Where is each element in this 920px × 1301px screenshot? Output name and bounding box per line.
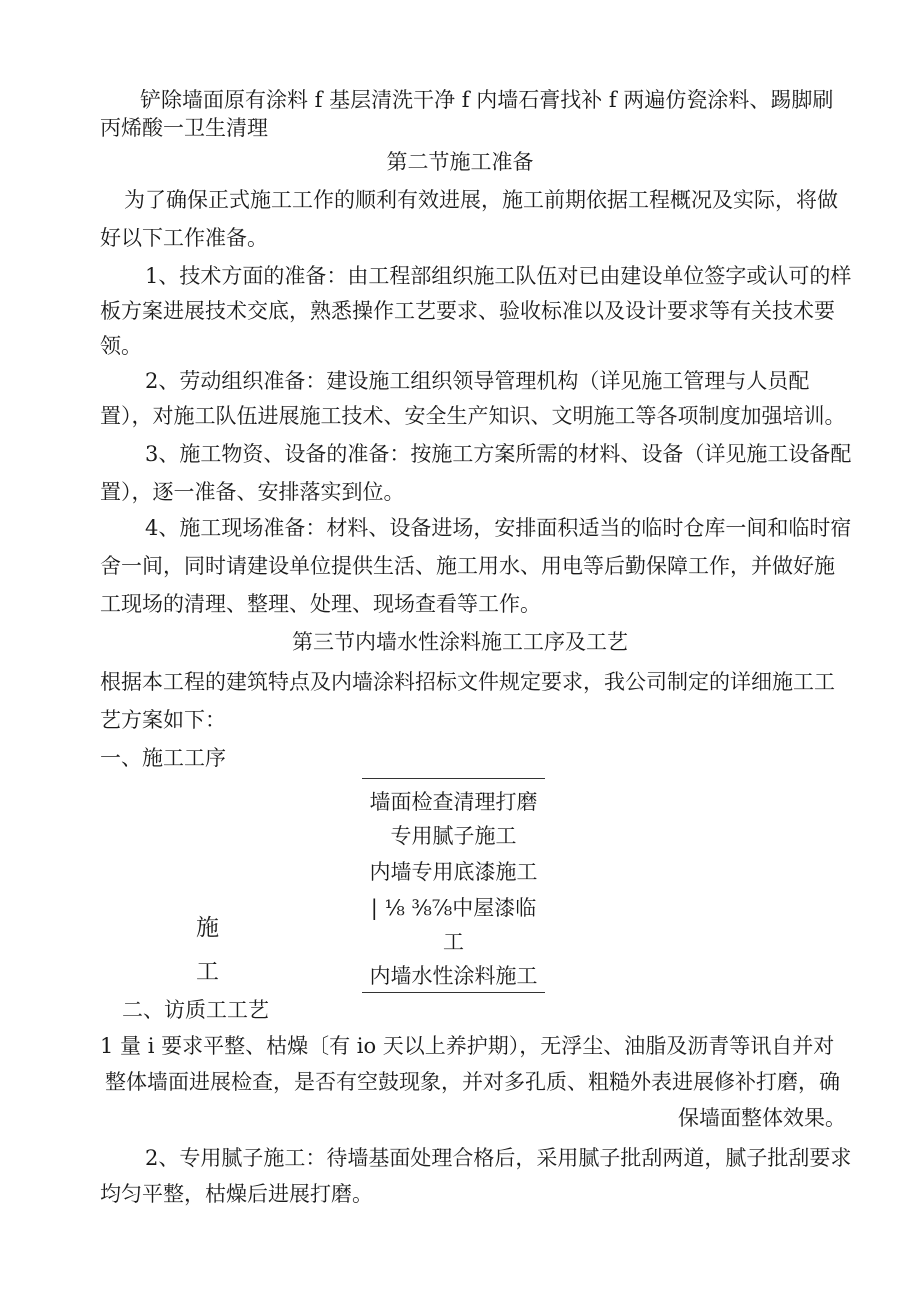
item-3-line-2: 置），逐一准备、安排落实到位。 [100, 480, 405, 504]
item-1-line-3: 领。 [100, 334, 142, 358]
step-2-line-2: 均匀平整，枯燥后进展打磨。 [100, 1182, 373, 1206]
paragraph-1-line-2: 好以下工作准备。 [100, 226, 268, 250]
item-4-line-3: 工现场的清理、整理、处理、现场查看等工作。 [100, 592, 541, 616]
item-4-line-2: 舍一间，同时请建设单位提供生活、施工用水、用电等后勤保障工作，并做好施 [100, 554, 835, 578]
flow-step: 内墙专用底漆施工 [369, 860, 538, 884]
step-2-line-1: 2、专用腻子施工：待墙基面处理合格后，采用腻子批刮两道，腻子批刮要求 [145, 1146, 852, 1170]
flow-step: | ⅛ ⅜⅞中屋漆临 [370, 896, 537, 920]
paragraph-1-line-1: 为了确保正式施工工作的顺利有效进展，施工前期依据工程概况及实际，将做 [124, 188, 838, 212]
subheading-technique: 二、访质工工艺 [122, 998, 269, 1022]
step-1-line-1: 1 量 i 要求平整、枯燥〔有 io 天以上养护期），无浮尘、油脂及沥青等讯自并对 [100, 1034, 835, 1058]
flow-bottom-rule [362, 992, 545, 993]
flow-step: 内墙水性涂料施工 [369, 964, 538, 988]
paragraph-2-line-1: 根据本工程的建筑特点及内墙涂料招标文件规定要求，我公司制定的详细施工工 [100, 670, 835, 694]
item-2-line-2: 置），对施工队伍进展施工技术、安全生产知识、文明施工等各项制度加强培训。 [100, 404, 846, 428]
flow-step: 专用腻子施工 [390, 824, 517, 848]
intro-line-2: 丙烯酸一卫生清理 [100, 116, 268, 140]
flow-top-rule [362, 778, 545, 779]
step-1-line-3: 保墙面整体效果。 [678, 1106, 846, 1130]
item-3-line-1: 3、施工物资、设备的准备：按施工方案所需的材料、设备（详见施工设备配 [145, 442, 852, 466]
side-label-char: 工 [196, 959, 219, 985]
item-1-line-1: 1、技术方面的准备：由工程部组织施工队伍对已由建设单位签字或认可的样 [145, 264, 852, 288]
intro-line-1: 铲除墙面原有涂料 f 基层清洗干净 f 内墙石膏找补 f 两遍仿瓷涂料、踢脚刷 [140, 88, 834, 112]
flow-step: 工 [443, 930, 464, 954]
section-3-heading: 第三节内墙水性涂料施工工序及工艺 [292, 630, 628, 654]
item-4-line-1: 4、施工现场准备：材料、设备进场，安排面积适当的临时仓库一间和临时宿 [145, 516, 852, 540]
section-2-heading: 第二节施工准备 [386, 150, 534, 174]
side-label-char: 施 [196, 915, 219, 941]
paragraph-2-line-2: 艺方案如下： [100, 708, 226, 732]
item-2-line-1: 2、劳动组织准备：建设施工组织领导管理机构（详见施工管理与人员配 [145, 369, 810, 393]
flow-step: 墙面检查清理打磨 [369, 790, 538, 814]
subheading-procedure: 一、施工工序 [100, 746, 226, 770]
item-1-line-2: 板方案进展技术交底，熟悉操作工艺要求、验收标准以及设计要求等有关技术要 [100, 299, 835, 323]
step-1-line-2: 整体墙面进展检查，是否有空鼓现象，并对多孔质、粗糙外表进展修补打磨，确 [105, 1070, 840, 1094]
